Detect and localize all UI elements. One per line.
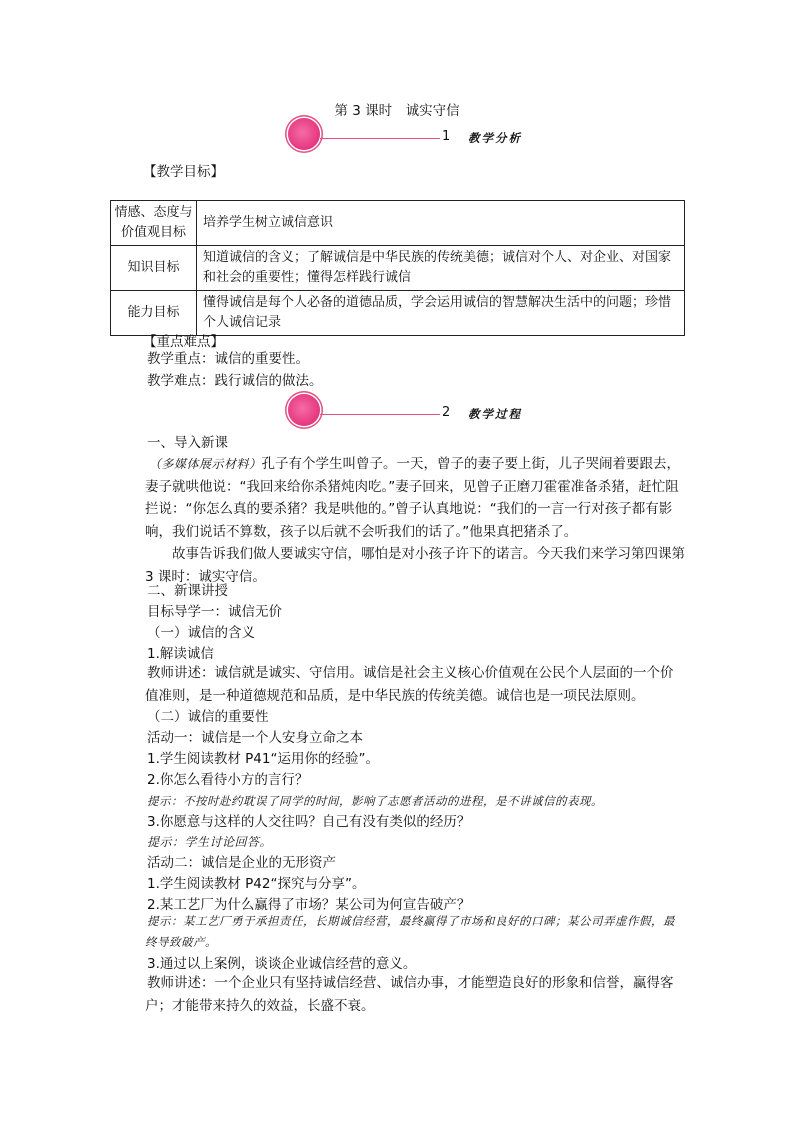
section-badge-process <box>288 394 538 428</box>
question: 2.某工艺厂为什么赢得了市场？某公司为何宣告破产？ <box>147 897 471 913</box>
question: 1.学生阅读教材 P42“探究与分享”。 <box>147 876 366 892</box>
question: 3.通过以上案例，谈谈企业诚信经营的意义。 <box>147 956 417 972</box>
subsection-heading: （二）诚信的重要性 <box>147 709 269 725</box>
hint: 提示：学生讨论回答。 <box>147 835 273 849</box>
badge-label: 教学过程 <box>468 407 522 421</box>
story-lesson: 故事告诉我们做人要诚实守信，哪怕是对小孩子许下的诺言。今天我们来学习第四课第 3 课时：诚实守信。 <box>145 546 685 585</box>
pink-circle-icon <box>288 118 320 150</box>
badge-line <box>320 138 440 139</box>
teacher-narration: 教师讲述：诚信就是诚实、守信用。诚信是社会主义核心价值观在公民个人层面的一个价值准则，是一种道德规范和品质，是中华民族的传统美德。诚信也是一项民法原则。 <box>145 665 674 704</box>
question: 2.你怎么看待小方的言行？ <box>147 772 309 788</box>
lesson-title: 第 3 课时 诚实守信 <box>334 103 460 119</box>
goal-label: 情感、态度与价值观目标 <box>111 201 197 246</box>
story-text: 孔子有个学生叫曾子。一天，曾子的妻子要上街，儿子哭闹着要跟去，妻子就哄他说：“我回来给你杀猪炖肉吃。”妻子回来，见曾子正磨刀霍霍准备杀猪，赶忙阻拦说：“你怎么真的要杀猪？我是哄他的。”曾子认真地说：“我们的一言一行对孩子都有影响，我们说话不算数，孩子以后就不会听我们的话了。”他果真把猪杀了。 <box>145 456 681 540</box>
story-paragraph <box>145 453 685 543</box>
goal-label: 能力目标 <box>111 291 197 336</box>
table-row <box>111 246 685 291</box>
badge-line <box>320 414 440 415</box>
goal-label: 知识目标 <box>111 246 197 291</box>
item-heading: 1.解读诚信 <box>147 646 214 662</box>
badge-label: 教学分析 <box>468 131 522 145</box>
hint: 提示：不按时赴约耽误了同学的时间，影响了志愿者活动的进程，是不讲诚信的表现。 <box>147 794 603 808</box>
goals-heading: 【教学目标】 <box>143 164 224 180</box>
goal-content: 知道诚信的含义；了解诚信是中华民族的传统美德；诚信对个人、对企业、对国家和社会的重要性；懂得怎样践行诚信 <box>197 246 685 291</box>
hint: 提示：某工艺厂勇于承担责任，长期诚信经营，最终赢得了市场和良好的口碑；某公司弄虚作假，最终导致破产。 <box>145 914 675 949</box>
section-heading: 一、导入新课 <box>147 435 228 451</box>
key-heading: 【重点难点】 <box>143 334 224 350</box>
goal-guide: 目标导学一：诚信无价 <box>147 604 282 620</box>
difficult-point: 教学难点：践行诚信的做法。 <box>147 373 323 389</box>
goals-table <box>110 200 685 336</box>
story-tag: （多媒体展示材料） <box>149 457 262 471</box>
goal-content: 懂得诚信是每个人必备的道德品质，学会运用诚信的智慧解决生活中的问题；珍惜个人诚信记录 <box>197 291 685 336</box>
goal-content: 培养学生树立诚信意识 <box>197 201 685 246</box>
badge-number: 2 <box>442 405 451 420</box>
key-point: 教学重点：诚信的重要性。 <box>147 351 309 367</box>
question: 3.你愿意与这样的人交往吗？自己有没有类似的经历？ <box>147 814 471 830</box>
teacher-narration: 教师讲述：一个企业只有坚持诚信经营、诚信办事，才能塑造良好的形象和信誉，赢得客户；才能带来持久的效益，长盛不衰。 <box>145 975 674 1014</box>
activity-heading: 活动一：诚信是一个人安身立命之本 <box>147 730 363 746</box>
badge-number: 1 <box>442 129 451 144</box>
section-badge-analysis <box>288 118 538 152</box>
pink-circle-icon <box>288 394 320 426</box>
section-heading: 二、新课讲授 <box>147 583 228 599</box>
table-row <box>111 201 685 246</box>
table-row <box>111 291 685 336</box>
subsection-heading: （一）诚信的含义 <box>147 625 255 641</box>
question: 1.学生阅读教材 P41“运用你的经验”。 <box>147 751 379 767</box>
activity-heading: 活动二：诚信是企业的无形资产 <box>147 855 336 871</box>
